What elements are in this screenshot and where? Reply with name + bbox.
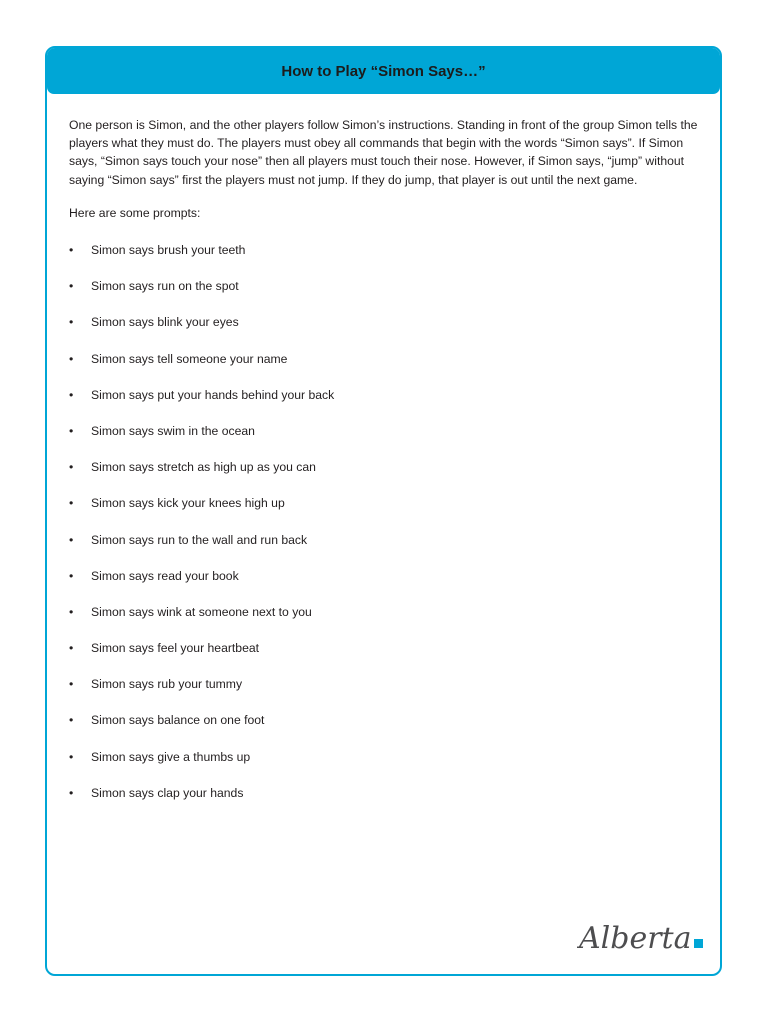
bullet-marker: • — [69, 641, 74, 656]
prompt-list — [69, 242, 334, 821]
bullet-marker: • — [69, 604, 74, 619]
bullet-marker: • — [69, 460, 74, 475]
prompt-text: Simon says brush your teeth — [91, 243, 246, 257]
bullet-marker: • — [69, 423, 74, 438]
prompt-item — [69, 604, 334, 640]
prompt-item — [69, 242, 334, 278]
prompt-item — [69, 278, 334, 314]
prompt-item — [69, 314, 334, 350]
prompt-item — [69, 640, 334, 676]
bullet-marker: • — [69, 315, 74, 330]
bullet-marker: • — [69, 713, 74, 728]
prompt-text: Simon says kick your knees high up — [91, 496, 285, 511]
prompt-item — [69, 387, 334, 423]
prompt-item — [69, 712, 334, 748]
bullet-marker: • — [69, 243, 74, 257]
prompt-text: Simon says tell someone your name — [91, 351, 288, 366]
bullet-marker: • — [69, 785, 74, 800]
prompt-item — [69, 423, 334, 459]
prompt-item — [69, 676, 334, 712]
bullet-marker: • — [69, 568, 74, 583]
prompt-text: Simon says put your hands behind your back — [91, 387, 335, 402]
intro-paragraph: One person is Simon, and the other players follow Simon’s instructions. Standing in front of the group Simon tells the players what they must do. The players must obey all commands that begin with the words “Simon says”. If Simon says, “Simon says touch your nose” then all players must touch their nose. However, if Simon says, “jump” without saying “Simon says” first the players must not jump. If they do jump, that player is out until the next game. — [69, 118, 698, 187]
prompt-text: Simon says stretch as high up as you can — [91, 460, 316, 475]
worksheet-frame — [45, 46, 722, 976]
bullet-marker: • — [69, 749, 74, 764]
prompt-text: Simon says wink at someone next to you — [91, 604, 312, 619]
logo-square — [694, 939, 703, 948]
bullet-marker: • — [69, 387, 74, 402]
prompt-text: Simon says feel your heartbeat — [91, 641, 260, 656]
bullet-marker: • — [69, 351, 74, 366]
prompt-text: Simon says swim in the ocean — [91, 423, 255, 438]
prompt-item — [69, 749, 334, 785]
prompt-text: Simon says give a thumbs up — [91, 749, 251, 764]
prompt-item — [69, 351, 334, 387]
prompt-text: Simon says rub your tummy — [91, 677, 243, 692]
bullet-marker: • — [69, 496, 74, 511]
prompt-item — [69, 568, 334, 604]
prompt-text: Simon says read your book — [91, 568, 239, 583]
prompt-text: Simon says balance on one foot — [91, 713, 265, 728]
bullet-marker: • — [69, 532, 74, 547]
prompt-text: Simon says blink your eyes — [91, 315, 239, 330]
prompt-text: Simon says run on the spot — [91, 279, 239, 294]
prompt-text: Simon says clap your hands — [91, 785, 244, 800]
logo-wordmark: Alberta — [579, 921, 692, 956]
prompt-item — [69, 495, 334, 531]
prompt-text: Simon says run to the wall and run back — [91, 532, 308, 547]
bullet-marker: • — [69, 279, 74, 294]
alberta-logo — [577, 912, 707, 962]
page-title: How to Play “Simon Says…” — [281, 62, 486, 80]
prompt-item — [69, 532, 334, 568]
bullet-marker: • — [69, 677, 74, 692]
prompt-item — [69, 459, 334, 495]
prompts-heading: Here are some prompts: — [69, 206, 201, 220]
prompt-item — [69, 785, 334, 821]
title-banner — [47, 48, 720, 94]
